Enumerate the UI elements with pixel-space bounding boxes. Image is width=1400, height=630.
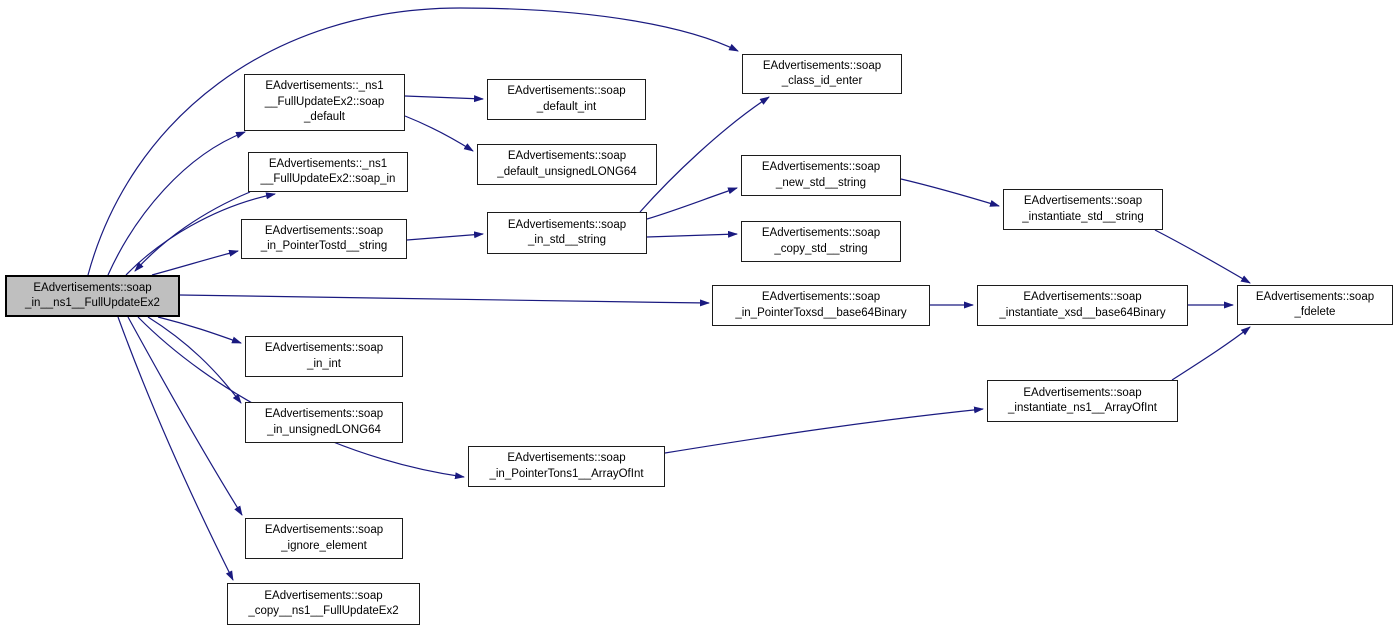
node-in-pointertoxsd-base64binary[interactable] bbox=[712, 285, 930, 326]
node-label-line: EAdvertisements::soap bbox=[264, 408, 384, 420]
node-label-line: __FullUpdateEx2::soap bbox=[264, 95, 385, 108]
edge-main-to-in-int bbox=[158, 317, 241, 343]
edge-in-std-string-to-new-std-string bbox=[647, 188, 737, 219]
node-instantiate-std-string[interactable] bbox=[1003, 189, 1163, 230]
node-class-id-enter[interactable] bbox=[742, 54, 902, 94]
node-label-line: EAdvertisements::soap bbox=[761, 161, 881, 173]
node-in-pointertostd-string[interactable] bbox=[241, 219, 407, 259]
node-default-int[interactable] bbox=[487, 79, 646, 120]
node-label-line: EAdvertisements::soap bbox=[264, 342, 384, 354]
node-copy-std-string[interactable] bbox=[741, 221, 901, 262]
node-soap-default[interactable] bbox=[244, 74, 405, 131]
node-instantiate-ns1-arrayofint[interactable] bbox=[987, 380, 1178, 422]
edge-instantiate-ns1-arrayofint-to-fdelete bbox=[1172, 327, 1250, 380]
edge-in-pointertostd-string-to-in-std-string bbox=[407, 234, 483, 240]
node-label-line: _new_std__string bbox=[775, 176, 867, 189]
node-label-line: _default_unsignedLONG64 bbox=[497, 165, 637, 178]
edge-soap-default-to-default-unsignedlong64 bbox=[405, 116, 473, 151]
node-label-line: _ignore_element bbox=[281, 539, 367, 552]
node-label-line: EAdvertisements::soap bbox=[761, 291, 881, 303]
node-label-line: _in_int bbox=[307, 357, 341, 370]
edge-instantiate-std-string-to-fdelete bbox=[1155, 230, 1250, 283]
edge-soap-default-to-default-int bbox=[405, 96, 483, 99]
node-label-line: _default_int bbox=[536, 100, 597, 113]
node-label-line: EAdvertisements::soap bbox=[762, 59, 882, 72]
node-label-line: EAdvertisements::soap bbox=[761, 227, 881, 239]
node-instantiate-xsd-base64binary[interactable] bbox=[977, 285, 1188, 326]
node-copy-ns1-fullupdateex2[interactable] bbox=[227, 583, 420, 625]
edge-main-to-in-pointertoxsd-base64binary bbox=[180, 295, 709, 303]
node-label-line: _default bbox=[304, 111, 345, 124]
node-label-line: __FullUpdateEx2::soap_in bbox=[260, 173, 396, 185]
edge-new-std-string-to-instantiate-std-string bbox=[901, 179, 999, 206]
node-fdelete[interactable] bbox=[1237, 285, 1393, 325]
node-label-line: EAdvertisements::soap bbox=[264, 224, 384, 237]
edge-in-pointertons1-arrayofint-to-instantiate-ns1-arrayofint bbox=[665, 409, 983, 453]
edge-main-to-in-pointertostd-string bbox=[152, 251, 238, 275]
node-label-line: EAdvertisements::soap bbox=[1023, 291, 1142, 303]
edge-in-std-string-to-copy-std-string bbox=[647, 234, 737, 237]
node-label-line: _instantiate_std__string bbox=[1022, 210, 1144, 223]
node-label-line: _in__ns1__FullUpdateEx2 bbox=[25, 297, 160, 309]
node-label-line: _copy_std__string bbox=[774, 242, 868, 255]
edge-main-to-in-unsignedlong64 bbox=[148, 317, 241, 403]
node-label-line: EAdvertisements::soap bbox=[507, 452, 626, 464]
node-label-line: EAdvertisements::soap bbox=[1023, 195, 1143, 207]
node-soap-in-method[interactable] bbox=[248, 152, 408, 192]
node-label-line: _class_id_enter bbox=[781, 75, 863, 87]
node-in-std-string[interactable] bbox=[487, 212, 647, 254]
node-label-line: EAdvertisements::_ns1 bbox=[268, 157, 388, 170]
node-main[interactable] bbox=[5, 275, 180, 317]
node-label-line: EAdvertisements::soap bbox=[264, 524, 384, 536]
edge-main-to-ignore-element bbox=[128, 317, 242, 515]
node-label-line: EAdvertisements::soap bbox=[264, 589, 383, 602]
node-ignore-element[interactable] bbox=[245, 518, 403, 559]
node-in-unsignedlong64[interactable] bbox=[245, 402, 403, 443]
node-in-pointertons1-arrayofint[interactable] bbox=[468, 446, 665, 487]
node-label-line: EAdvertisements::soap bbox=[1023, 386, 1142, 399]
node-label-line: _instantiate_ns1__ArrayOfInt bbox=[1008, 402, 1157, 414]
node-label-line: _instantiate_xsd__base64Binary bbox=[999, 306, 1166, 319]
node-label-line: _in_PointerToxsd__base64Binary bbox=[735, 306, 907, 319]
node-label-line: EAdvertisements::soap bbox=[507, 218, 627, 231]
node-label-line: EAdvertisements::_ns1 bbox=[265, 80, 384, 93]
node-label-line: _in_PointerTostd__string bbox=[260, 240, 388, 252]
node-default-unsignedlong64[interactable] bbox=[477, 144, 657, 185]
node-label-line: EAdvertisements::soap bbox=[33, 281, 152, 294]
node-in-int[interactable] bbox=[245, 336, 403, 377]
node-label-line: _in_std__string bbox=[528, 234, 606, 246]
node-label-line: _in_unsignedLONG64 bbox=[267, 423, 381, 436]
node-label-line: _in_PointerTons1__ArrayOfInt bbox=[489, 467, 644, 480]
node-label-line: EAdvertisements::soap bbox=[1255, 290, 1375, 303]
node-label-line: _copy__ns1__FullUpdateEx2 bbox=[248, 605, 399, 617]
edge-main-to-copy-ns1-fullupdateex2 bbox=[118, 317, 233, 580]
node-label-line: _fdelete bbox=[1294, 306, 1336, 318]
node-label-line: EAdvertisements::soap bbox=[507, 85, 626, 97]
node-new-std-string[interactable] bbox=[741, 155, 901, 196]
node-label-line: EAdvertisements::soap bbox=[507, 150, 627, 162]
